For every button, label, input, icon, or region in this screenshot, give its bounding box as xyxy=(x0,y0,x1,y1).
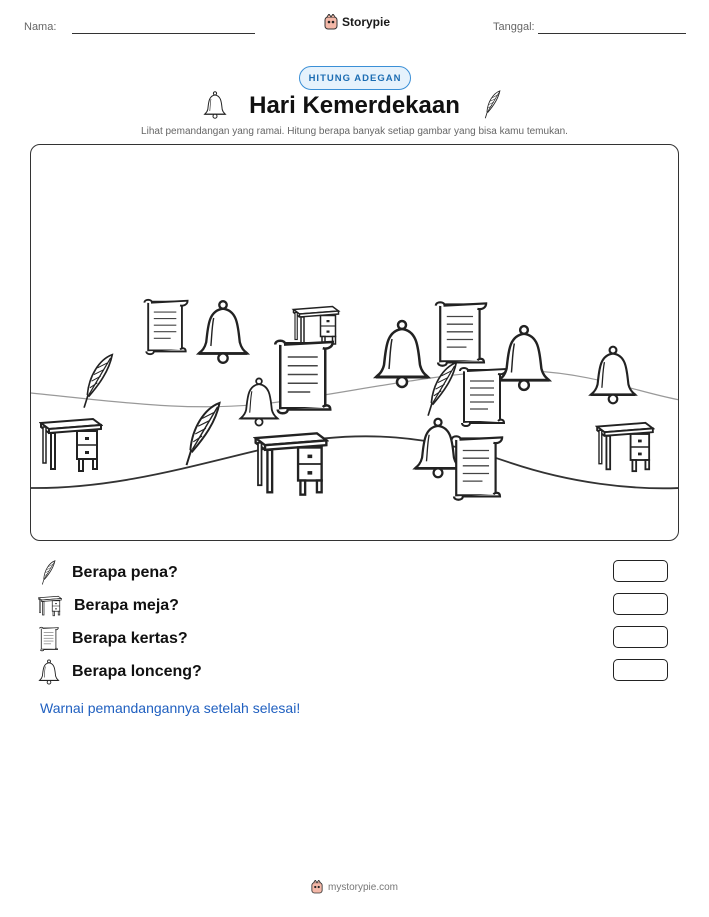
footer-url[interactable]: mystorypie.com xyxy=(327,881,398,893)
scroll-icon xyxy=(38,626,60,652)
bell-item xyxy=(376,321,428,387)
quill-item xyxy=(428,363,456,416)
brand-name: Storypie xyxy=(342,15,391,29)
closing-note: Warnai pemandangannya setelah selesai! xyxy=(40,700,301,716)
scroll-item xyxy=(452,436,502,499)
answer-box-lonceng[interactable] xyxy=(613,659,668,681)
instructions: Lihat pemandangan yang ramai. Hitung berapa banyak setiap gambar yang bisa kamu temukan. xyxy=(141,126,568,137)
quill-icon xyxy=(484,90,502,120)
question-row-meja xyxy=(38,592,179,620)
scroll-item xyxy=(144,300,187,354)
bell-item xyxy=(591,347,636,404)
question-text: Berapa kertas? xyxy=(72,630,188,647)
question-text: Berapa meja? xyxy=(74,597,179,614)
scroll-item xyxy=(436,302,486,365)
name-label: Nama: xyxy=(24,21,57,33)
question-text: Berapa pena? xyxy=(72,564,178,581)
scroll-item xyxy=(460,368,506,426)
counting-scene xyxy=(30,144,679,541)
bell-item xyxy=(415,419,461,477)
question-row-lonceng xyxy=(38,658,202,686)
desk-item xyxy=(597,423,653,471)
quill-icon xyxy=(38,560,60,586)
desk-item xyxy=(256,433,327,494)
date-field-line[interactable] xyxy=(538,33,686,34)
desk-item xyxy=(41,419,101,471)
page-title: Hari Kemerdekaan xyxy=(249,92,460,119)
answer-box-meja[interactable] xyxy=(613,593,668,615)
question-text: Berapa lonceng? xyxy=(72,663,202,680)
answer-box-pena[interactable] xyxy=(613,560,668,582)
name-field-line[interactable] xyxy=(72,33,255,34)
scroll-item xyxy=(275,341,333,414)
question-row-pena xyxy=(38,559,178,587)
desk-item xyxy=(294,307,339,346)
storypie-logo xyxy=(324,14,390,30)
bell-item xyxy=(499,326,549,390)
bell-item xyxy=(240,378,277,425)
footer xyxy=(0,880,709,894)
storypie-mascot-icon xyxy=(324,14,338,30)
hill-line-back xyxy=(31,371,679,407)
bell-item xyxy=(199,301,248,363)
answer-box-kertas[interactable] xyxy=(613,626,668,648)
desk-icon xyxy=(38,595,62,617)
bell-icon xyxy=(38,659,60,685)
activity-badge: HITUNG ADEGAN xyxy=(299,66,411,90)
question-row-kertas xyxy=(38,625,188,653)
quill-item xyxy=(187,403,220,465)
hill-line-front xyxy=(31,436,679,488)
date-label: Tanggal: xyxy=(493,21,535,33)
storypie-mascot-icon xyxy=(311,880,323,894)
